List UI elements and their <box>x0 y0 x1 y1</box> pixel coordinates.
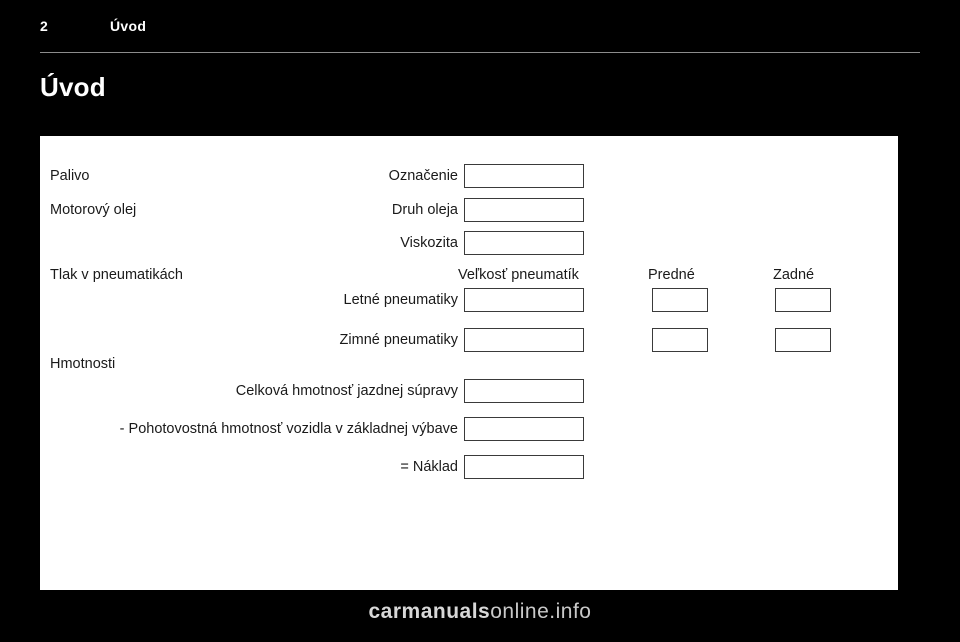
row-label-viscosity: Viskozita <box>400 235 458 251</box>
page-number: 2 <box>40 18 49 34</box>
input-winter-tyre-size[interactable] <box>464 328 584 352</box>
page-title: Úvod <box>40 72 106 102</box>
column-header-tyre-size: Veľkosť pneumatík <box>458 267 579 283</box>
input-gross-combination-weight[interactable] <box>464 379 584 403</box>
group-label-fuel: Palivo <box>50 168 90 184</box>
input-viscosity[interactable] <box>464 231 584 255</box>
input-kerb-weight[interactable] <box>464 417 584 441</box>
form-card <box>40 136 898 590</box>
row-label-kerb-weight: - Pohotovostná hmotnosť vozidla v základnej výbave <box>119 421 458 437</box>
row-label-oil-type: Druh oleja <box>391 202 458 218</box>
input-winter-front[interactable] <box>652 328 708 352</box>
input-summer-rear[interactable] <box>775 288 831 312</box>
column-header-rear: Zadné <box>773 267 815 283</box>
group-label-engine-oil: Motorový olej <box>50 202 137 218</box>
footer-watermark <box>0 600 960 624</box>
input-designation[interactable] <box>464 164 584 188</box>
row-label-designation: Označenie <box>388 168 458 184</box>
header-divider <box>40 52 920 53</box>
input-payload[interactable] <box>464 455 584 479</box>
page-header <box>40 18 920 50</box>
group-label-weights: Hmotnosti <box>50 356 116 372</box>
input-winter-rear[interactable] <box>775 328 831 352</box>
row-label-payload: = Náklad <box>400 459 458 475</box>
column-header-front: Predné <box>648 267 695 283</box>
row-label-winter-tyres: Zimné pneumatiky <box>339 332 458 348</box>
header-title: Úvod <box>110 18 147 34</box>
input-summer-front[interactable] <box>652 288 708 312</box>
input-oil-type[interactable] <box>464 198 584 222</box>
watermark-bold-text: carmanuals <box>368 600 491 623</box>
input-summer-tyre-size[interactable] <box>464 288 584 312</box>
group-label-tyre-pressure: Tlak v pneumatikách <box>50 267 183 283</box>
row-label-gross-combination-weight: Celková hmotnosť jazdnej súpravy <box>235 383 458 399</box>
row-label-summer-tyres: Letné pneumatiky <box>343 292 458 308</box>
watermark-rest-text: online.info <box>490 600 592 623</box>
